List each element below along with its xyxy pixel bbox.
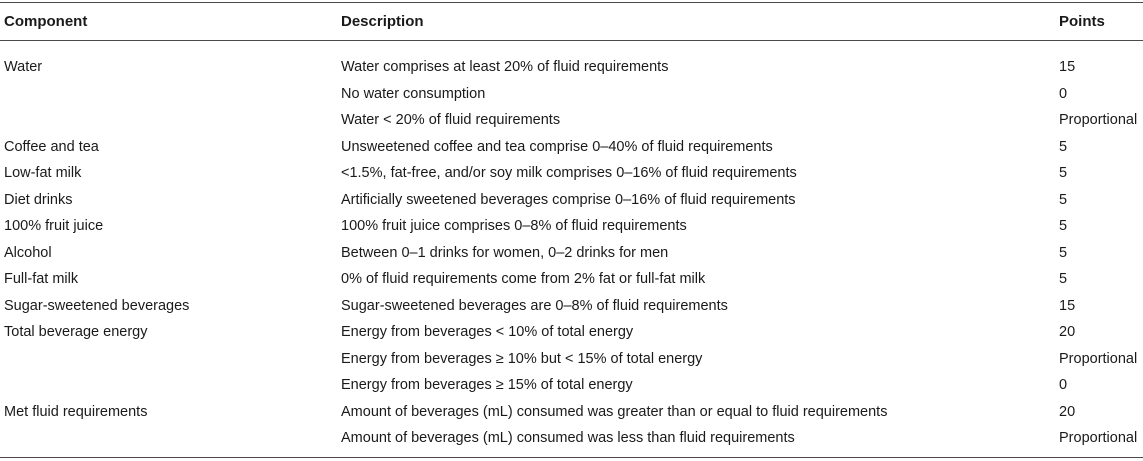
row-points: 15 [1059,59,1076,75]
row-component: Water [4,59,43,75]
table-header-row [0,3,1143,40]
row-component: Total beverage energy [4,324,148,340]
row-points: 5 [1059,138,1068,155]
table-row [0,81,1143,108]
row-points: 0 [1059,85,1068,102]
row-description: Unsweetened coffee and tea comprise 0–40% of fluid requirements [341,138,773,155]
row-points: 0 [1059,377,1068,393]
row-description: Sugar-sweetened beverages are 0–8% of fluid requirements [341,297,728,314]
table-row [0,107,1143,134]
row-points: 15 [1059,297,1076,314]
table-body [0,54,1143,452]
row-component: Met fluid requirements [4,403,148,420]
table-row [0,425,1143,452]
header-points: Points [1059,13,1105,30]
header-component: Component [4,13,88,30]
row-component: Full-fat milk [4,271,79,287]
table-row [0,293,1143,320]
row-description: Water comprises at least 20% of fluid requirements [341,59,669,75]
row-points: 5 [1059,191,1068,208]
table-header-rule [0,40,1143,41]
row-description: Amount of beverages (mL) consumed was greater than or equal to fluid requirements [341,403,888,420]
row-component: 100% fruit juice [4,218,104,234]
row-component: Coffee and tea [4,138,99,155]
table-row [0,213,1143,240]
row-points: 20 [1059,324,1076,340]
row-description: Energy from beverages < 10% of total energy [341,324,634,340]
row-component: Alcohol [4,244,52,261]
row-description: 100% fruit juice comprises 0–8% of fluid requirements [341,218,687,234]
row-points: 5 [1059,271,1068,287]
table-row [0,54,1143,81]
row-points: 5 [1059,218,1068,234]
table-row [0,160,1143,187]
table-row [0,240,1143,267]
row-description: Artificially sweetened beverages comprise 0–16% of fluid requirements [341,191,796,208]
row-points: 20 [1059,403,1076,420]
table-row [0,372,1143,399]
row-description: <1.5%, fat-free, and/or soy milk comprises 0–16% of fluid requirements [341,165,797,181]
row-points: Proportional [1059,350,1138,367]
row-description: Between 0–1 drinks for women, 0–2 drinks for men [341,244,669,261]
row-description: Energy from beverages ≥ 15% of total energy [341,377,633,393]
row-component: Diet drinks [4,191,73,208]
header-description: Description [341,13,424,30]
row-points: Proportional [1059,112,1138,128]
row-description: 0% of fluid requirements come from 2% fat or full-fat milk [341,271,706,287]
table-row [0,266,1143,293]
table-row [0,187,1143,214]
table-bottom-rule [0,457,1143,458]
table-row [0,346,1143,373]
table-row [0,134,1143,161]
row-points: 5 [1059,244,1068,261]
row-points: Proportional [1059,430,1138,446]
row-component: Low-fat milk [4,165,82,181]
row-description: Water < 20% of fluid requirements [341,112,561,128]
row-component: Sugar-sweetened beverages [4,297,190,314]
row-points: 5 [1059,165,1068,181]
table-row [0,319,1143,346]
row-description: No water consumption [341,85,486,102]
row-description: Amount of beverages (mL) consumed was less than fluid requirements [341,430,795,446]
table-row [0,399,1143,426]
row-description: Energy from beverages ≥ 10% but < 15% of total energy [341,350,703,367]
